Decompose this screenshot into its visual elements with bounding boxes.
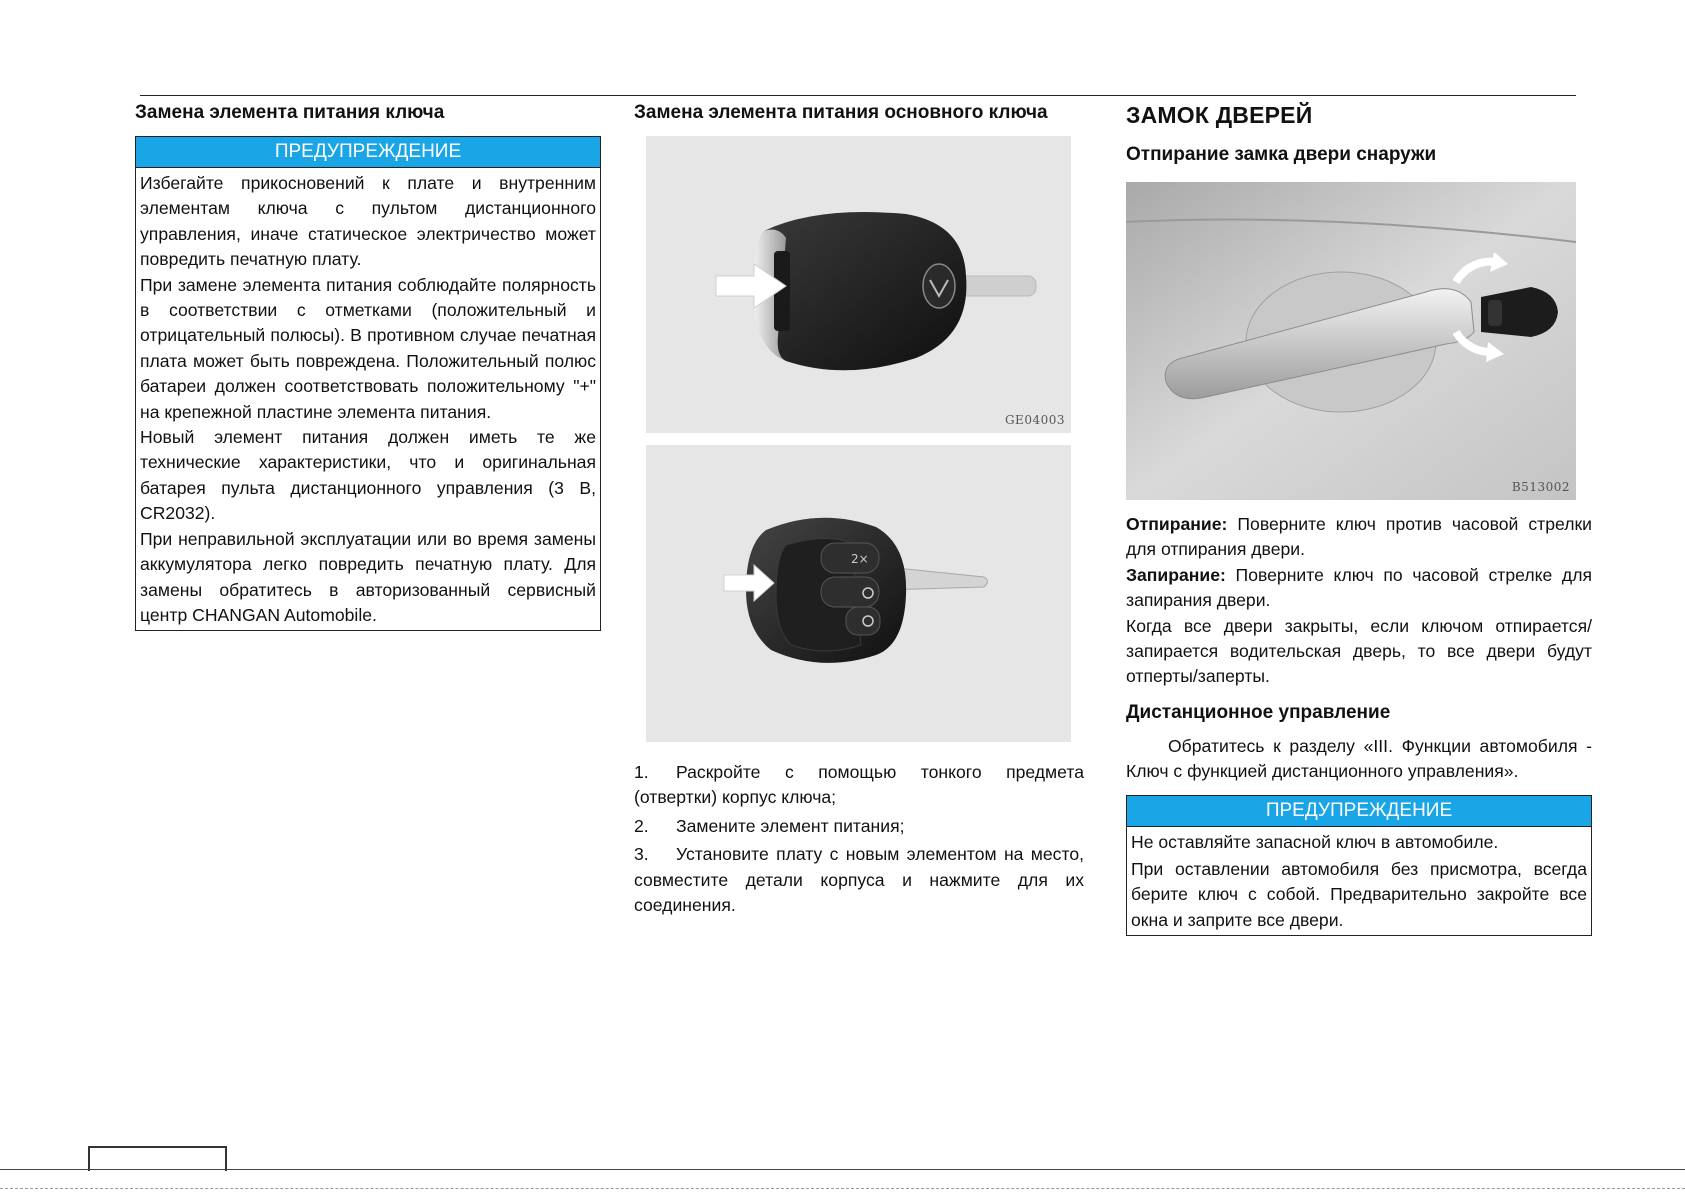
step-item <box>634 814 1084 839</box>
flip-key-illustration <box>646 136 1071 433</box>
step-text: Установите плату с новым элементом на место, совместите детали корпуса и нажмите для их соединения. <box>634 844 1084 916</box>
subheading-unlock-outside: Отпирание замка двери снаружи <box>1126 144 1437 165</box>
warning-paragraph: Избегайте прикосновений к плате и внутренним элементам ключа с пультом дистанционного управления, иначе статическое электричество может повредить печатную плату. <box>140 173 596 270</box>
steps-list <box>634 760 1084 918</box>
warning-title: ПРЕДУПРЕЖДЕНИЕ <box>1127 796 1591 827</box>
lock-paragraph <box>1126 563 1592 614</box>
key-open-figure <box>646 136 1071 433</box>
door-handle-illustration <box>1126 182 1576 500</box>
dashed-rule <box>0 1188 1685 1189</box>
step-item <box>634 842 1084 918</box>
warning-body <box>1127 827 1591 936</box>
warning-paragraph: Новый элемент питания должен иметь те же технические характеристики, что и оригинальная батарея пульта дистанционного управления (3 В, CR2032). <box>140 427 596 524</box>
remote-key-illustration <box>646 445 1071 742</box>
lock-label: Запирание: <box>1126 564 1226 585</box>
warning-paragraph: При замене элемента питания соблюдайте полярность в соответствии с отметками (положительный и отрицательный полюсы). В противном случае печатная плата может быть повреждена. Положительный полюс батареи должен соответствовать положительному "+" на крепежной пластине элемента питания. <box>140 274 596 422</box>
column-door-lock <box>1126 100 1592 936</box>
warning-box <box>135 136 601 631</box>
figure-code: B513002 <box>1511 480 1570 494</box>
key-remote-figure <box>646 445 1071 742</box>
section-heading-door-lock: ЗАМОК ДВЕРЕЙ <box>1126 102 1313 128</box>
column-battery-warning <box>135 100 601 631</box>
warning-body <box>136 168 600 630</box>
remote-paragraph: Обратитесь к разделу «III. Функции автомобиля - Ключ с функцией дистанционного управления». <box>1126 735 1592 782</box>
step-item <box>634 760 1084 811</box>
lock-text: Поверните ключ по часовой стрелке для запирания двери. <box>1126 564 1592 611</box>
column-main-key-battery <box>634 100 1084 921</box>
svg-text:2×: 2× <box>851 552 869 566</box>
step-number: 1. <box>634 762 649 782</box>
subheading-remote-control: Дистанционное управление <box>1126 701 1391 723</box>
warning-paragraph: Не оставляйте запасной ключ в автомобиле. <box>1131 831 1499 852</box>
unlock-label: Отпирание: <box>1126 514 1228 534</box>
section-heading-main-key-battery: Замена элемента питания основного ключа <box>634 102 1048 123</box>
lock-instructions <box>1126 512 1592 690</box>
step-text: Замените элемент питания; <box>676 815 905 836</box>
warning-title: ПРЕДУПРЕЖДЕНИЕ <box>136 137 600 168</box>
step-text: Раскройте с помощью тонкого предмета (отвертки) корпус ключа; <box>634 762 1084 808</box>
warning-paragraph: При оставлении автомобиля без присмотра, всегда берите ключ с собой. Предварительно закройте все окна и заприте все двери. <box>1131 859 1587 930</box>
section-heading-key-battery: Замена элемента питания ключа <box>135 102 445 123</box>
bottom-rule <box>0 1169 1685 1170</box>
step-number: 3. <box>634 844 649 865</box>
warning-paragraph: При неправильной эксплуатации или во время замены аккумулятора легко повредить печатную плату. Для замены обратитесь в авторизованный сервисный центр CHANGAN Automobile. <box>140 528 596 625</box>
top-rule <box>140 95 1576 96</box>
warning-box <box>1126 795 1592 937</box>
door-handle-figure <box>1126 182 1576 500</box>
unlock-paragraph <box>1126 512 1592 563</box>
figure-code: GE04003 <box>1004 413 1065 427</box>
page-tab <box>88 1146 227 1171</box>
all-doors-paragraph: Когда все двери закрыты, если ключом отпирается/ запирается водительская дверь, то все двери будут отперты/заперты. <box>1126 615 1592 687</box>
unlock-text: Поверните ключ против часовой стрелки для отпирания двери. <box>1126 514 1593 560</box>
step-number: 2. <box>634 815 649 836</box>
